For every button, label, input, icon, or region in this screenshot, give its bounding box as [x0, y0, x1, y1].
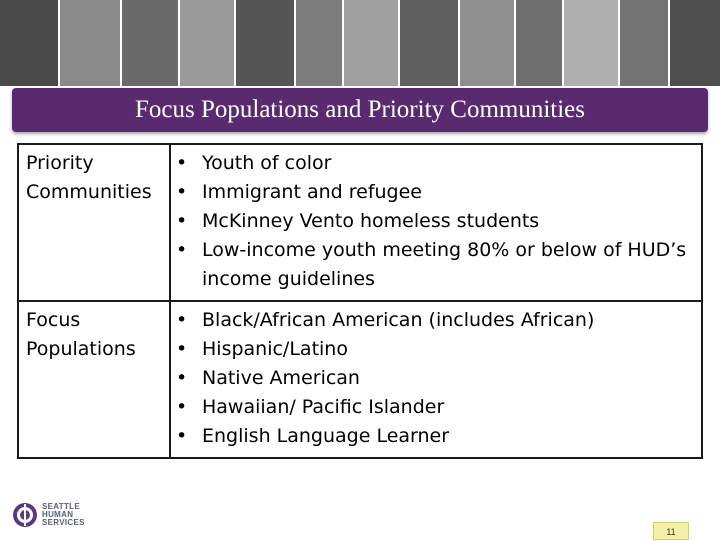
logo-wordmark [42, 503, 85, 527]
list-item [171, 236, 701, 294]
seattle-human-services-logo [12, 502, 85, 528]
photo-tile [0, 0, 60, 86]
bullet-list [171, 145, 701, 300]
table-row-priority-communities [18, 144, 702, 301]
bullet-icon: • [176, 239, 188, 261]
photo-tile [344, 0, 400, 86]
items-cell [170, 144, 702, 301]
photo-tile [564, 0, 620, 86]
bullet-icon: • [176, 396, 188, 418]
bullet-icon: • [176, 425, 188, 447]
list-item-text: Youth of color [202, 152, 332, 174]
photo-tile [296, 0, 344, 86]
logo-line: HUMAN [42, 510, 74, 519]
slide-title: Focus Populations and Priority Communities [134, 96, 585, 123]
category-label-line: Communities [26, 181, 152, 203]
table-row-focus-populations [18, 301, 702, 458]
list-item-text: Immigrant and refugee [202, 181, 422, 203]
bullet-icon: • [176, 152, 188, 174]
photo-tile [180, 0, 236, 86]
list-item-text: Native American [202, 367, 360, 389]
list-item-text: Hispanic/Latino [202, 338, 348, 360]
bullet-icon: • [176, 309, 188, 331]
category-label-line: Populations [26, 338, 136, 360]
bullet-icon: • [176, 367, 188, 389]
bullet-icon: • [176, 210, 188, 232]
category-label-line: Focus [26, 309, 81, 331]
photo-tile [670, 0, 720, 86]
category-cell [18, 301, 170, 458]
populations-table [17, 143, 703, 459]
photo-tile [236, 0, 296, 86]
list-item [171, 306, 701, 335]
list-item-text: McKinney Vento homeless students [202, 210, 540, 232]
list-item-text: Hawaiian/ Pacific Islander [202, 396, 445, 418]
seattle-logo-icon [12, 502, 38, 528]
bullet-icon: • [176, 181, 188, 203]
photo-tile [460, 0, 516, 86]
list-item-text: English Language Learner [202, 425, 450, 447]
photo-collage-banner [0, 0, 720, 86]
items-cell [170, 301, 702, 458]
page-number-badge: 11 [653, 522, 689, 540]
logo-line: SERVICES [42, 518, 85, 527]
photo-tile [60, 0, 122, 86]
list-item [171, 178, 701, 207]
category-label-line: Priority [26, 152, 94, 174]
bullet-list [171, 302, 701, 457]
category-cell [18, 144, 170, 301]
photo-tile [400, 0, 460, 86]
photo-tile [516, 0, 564, 86]
list-item [171, 335, 701, 364]
list-item [171, 364, 701, 393]
list-item-text: Black/African American (includes African) [202, 309, 595, 331]
photo-tile [620, 0, 670, 86]
logo-line: SEATTLE [42, 502, 80, 511]
bullet-icon: • [176, 338, 188, 360]
list-item [171, 422, 701, 451]
photo-tile [122, 0, 180, 86]
list-item [171, 393, 701, 422]
list-item [171, 149, 701, 178]
title-bar [12, 88, 708, 132]
list-item-text: Low-income youth meeting 80% or below of HUD’s income guidelines [202, 239, 687, 290]
list-item [171, 207, 701, 236]
